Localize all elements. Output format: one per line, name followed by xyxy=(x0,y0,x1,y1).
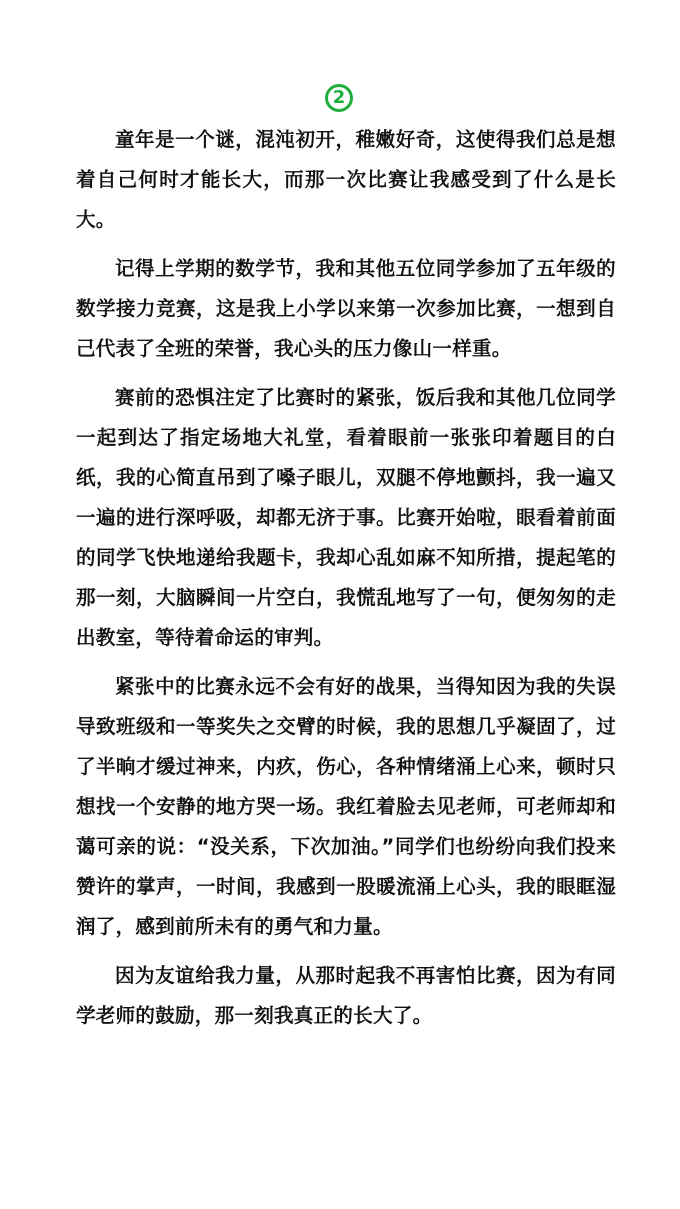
paragraph-5: 因为友谊给我力量，从那时起我不再害怕比赛，因为有同学老师的鼓励，那一刻我真正的长大了。 xyxy=(76,964,616,1027)
paragraph-4: 紧张中的比赛永远不会有好的战果，当得知因为我的失误导致班级和一等奖失之交臂的时候，我的思想几乎凝固了，过了半晌才缓过神来，内疚，伤心，各种情绪涌上心来，顿时只想找一个安静的地方哭一场。我红着脸去见老师，可老师却和蔼可亲的说：“没关系，下次加油。”同学们也纷纷向我们投来赞许的掌声，一时间，我感到一股暖流涌上心头，我的眼眶湿润了，感到前所未有的勇气和力量。 xyxy=(76,675,616,938)
paragraph-1: 童年是一个谜，混沌初开，稚嫩好奇，这使得我们总是想着自己何时才能长大，而那一次比赛让我感受到了什么是长大。 xyxy=(76,128,616,231)
article-body xyxy=(76,120,616,1045)
paragraph-3: 赛前的恐惧注定了比赛时的紧张，饭后我和其他几位同学一起到达了指定场地大礼堂，看着眼前一张张印着题目的白纸，我的心简直吊到了嗓子眼儿，双腿不停地颤抖，我一遍又一遍的进行深呼吸，却都无济于事。比赛开始啦，眼看着前面的同学飞快地递给我题卡，我却心乱如麻不知所措，提起笔的那一刻，大脑瞬间一片空白，我慌乱地写了一句，便匆匆的走出教室，等待着命运的审判。 xyxy=(76,386,616,649)
paragraph-2: 记得上学期的数学节，我和其他五位同学参加了五年级的数学接力竞赛，这是我上小学以来第一次参加比赛，一想到自己代表了全班的荣誉，我心头的压力像山一样重。 xyxy=(76,257,616,360)
number-badge: 2 xyxy=(325,84,353,112)
